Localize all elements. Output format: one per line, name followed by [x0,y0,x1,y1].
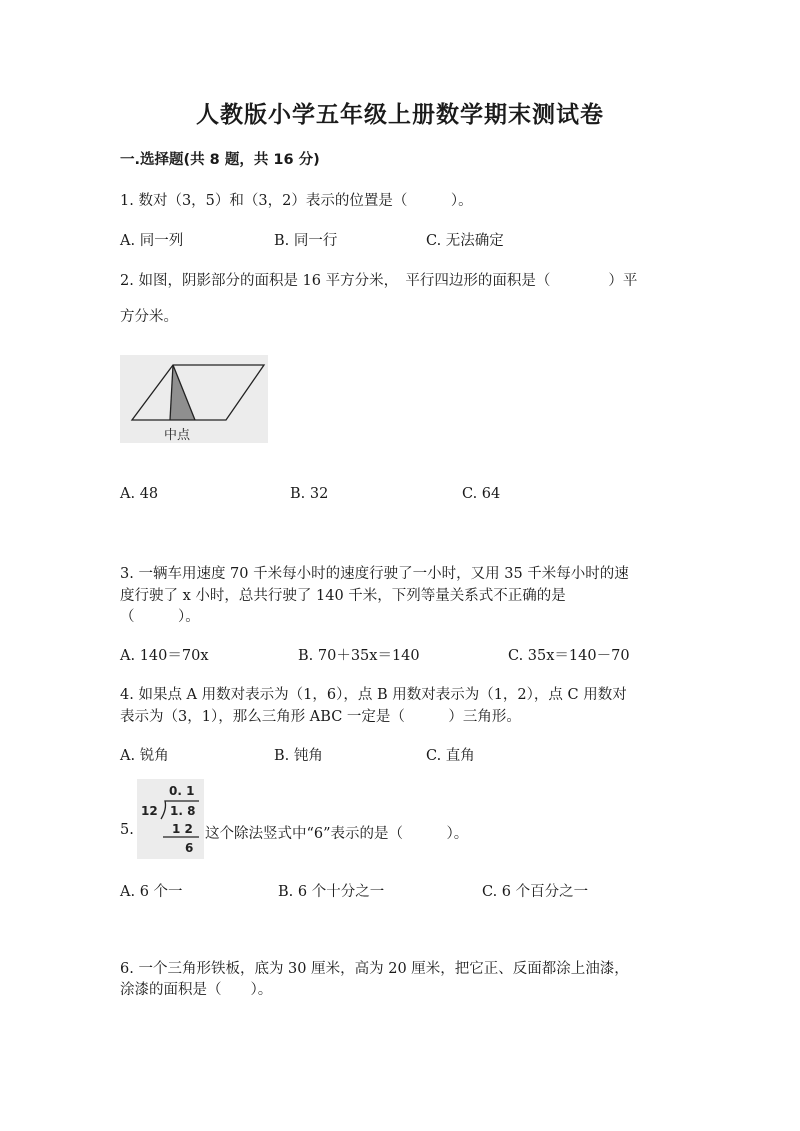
question-5-stem: 这个除法竖式中“6”表示的是（ ）。 [205,826,469,842]
question-1-stem: 1. 数对（3，5）和（3，2）表示的位置是（ ）。 [120,193,473,209]
q1-option-c: C. 无法确定 [426,233,504,249]
q1-option-a: A. 同一列 [120,233,184,249]
question-4-stem-line-1: 4. 如果点 A 用数对表示为（1，6），点 B 用数对表示为（1，2），点 C 用数对 [120,687,627,703]
q3-option-b: B. 70＋35x＝140 [298,648,420,664]
divisor-text: 12 [141,804,158,818]
q3-option-a: A. 140＝70x [120,648,209,664]
dividend-text: 1. 8 [170,804,196,818]
q2-option-a: A. 48 [120,486,159,502]
q4-option-c: C. 直角 [426,748,475,764]
question-5-number: 5. [120,822,134,838]
long-division-figure [137,779,204,859]
q1-option-b: B. 同一行 [274,233,338,249]
parallelogram-outline [132,365,264,420]
q5-option-b: B. 6 个十分之一 [278,884,385,900]
quotient-text: 0. 1 [169,784,195,798]
q4-option-b: B. 钝角 [274,748,323,764]
question-3-stem-line-3: （ ）。 [120,609,200,625]
question-6-stem-line-1: 6. 一个三角形铁板，底为 30 厘米，高为 20 厘米，把它正、反面都涂上油漆， [120,961,629,977]
question-6-stem-line-2: 涂漆的面积是（ ）。 [120,982,273,998]
question-3-stem-line-1: 3. 一辆车用速度 70 千米每小时的速度行驶了一小时，又用 35 千米每小时的速 [120,566,629,582]
section-heading: 一.选择题(共 8 题，共 16 分) [120,152,320,168]
q3-option-c: C. 35x＝140－70 [508,648,630,664]
question-4-stem-line-2: 表示为（3，1），那么三角形 ABC 一定是（ ）三角形。 [120,709,521,725]
remainder-text: 6 [185,841,194,855]
product-text: 1 2 [172,822,193,836]
parallelogram-figure [120,355,268,443]
midpoint-label: 中点 [164,428,191,443]
q4-option-a: A. 锐角 [120,748,169,764]
question-2-stem-line-1: 2. 如图，阴影部分的面积是 16 平方分米， 平行四边形的面积是（ ）平 [120,273,638,289]
q5-option-c: C. 6 个百分之一 [482,884,589,900]
q2-option-b: B. 32 [290,486,329,502]
page-title: 人教版小学五年级上册数学期末测试卷 [196,102,604,128]
q5-option-a: A. 6 个一 [120,884,183,900]
question-2-stem-line-2: 方分米。 [120,309,178,325]
q2-option-c: C. 64 [462,486,501,502]
question-3-stem-line-2: 度行驶了 x 小时，总共行驶了 140 千米，下列等量关系式不正确的是 [120,588,566,604]
